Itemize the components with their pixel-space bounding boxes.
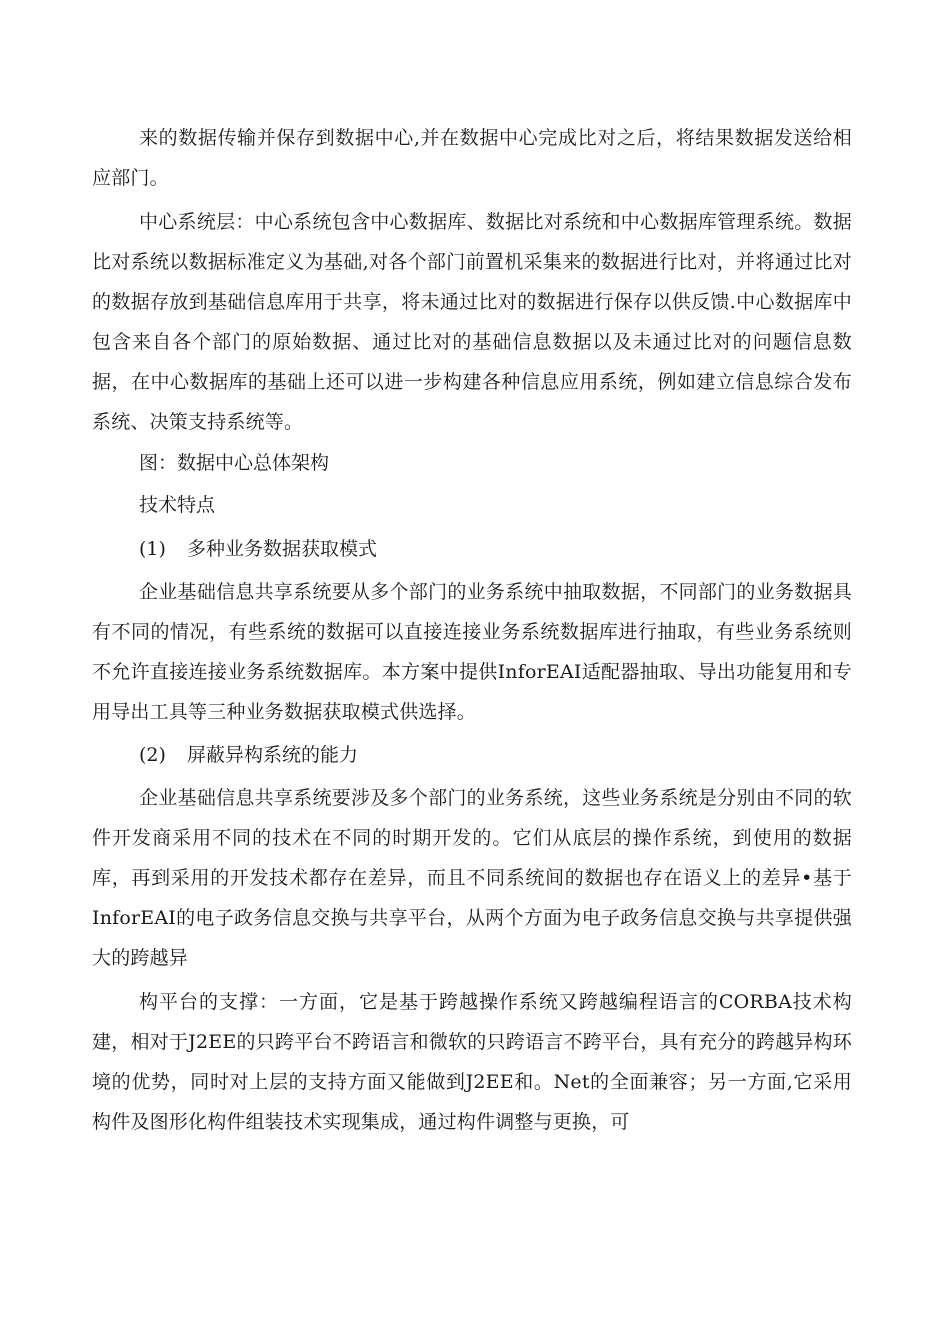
paragraph-data-transfer: 来的数据传输并保存到数据中心,并在数据中心完成比对之后，将结果数据发送给相应部门。: [92, 127, 852, 189]
paragraph-heterogeneous-systems: 企业基础信息共享系统要涉及多个部门的业务系统，这些业务系统是分别由不同的软件开发商采用不同的技术在不同的时期开发的。它们从底层的操作系统，到使用的数据库，再到采用的开发技术都存在差异，而且不同系统间的数据也存在语义上的差异•基于InforEAI的电子政务信息交换与共享平台，从两个方面为电子政务信息交换与共享提供强大的跨越异: [92, 787, 852, 969]
document-page: [92, 118, 852, 1142]
figure-caption: 图：数据中心总体架构: [139, 452, 330, 474]
list-item-2-heading: [92, 734, 852, 776]
list-item-1-heading: [92, 528, 852, 570]
section-title: 技术特点: [139, 494, 216, 516]
paragraph-data-acquisition: 企业基础信息共享系统要从多个部门的业务系统中抽取数据，不同部门的业务数据具有不同的情况，有些系统的数据可以直接连接业务系统数据库进行抽取，有些业务系统则不允许直接连接业务系统数据库。本方案中提供InforEAI适配器抽取、导出功能复用和专用导出工具等三种业务数据获取模式供选择。: [92, 581, 852, 723]
list-item-number: (2): [139, 744, 166, 766]
list-item-title: 屏蔽异构系统的能力: [187, 744, 359, 766]
paragraph-center-system-layer: 中心系统层：中心系统包含中心数据库、数据比对系统和中心数据库管理系统。数据比对系统以数据标准定义为基础,对各个部门前置机采集来的数据进行比对，并将通过比对的数据存放到基础信息库用于共享，将未通过比对的数据进行保存以供反馈.中心数据库中包含来自各个部门的原始数据、通过比对的基础信息数据以及未通过比对的问题信息数据，在中心数据库的基础上还可以进一步构建各种信息应用系统，例如建立信息综合发布系统、决策支持系统等。: [92, 211, 852, 433]
paragraph-platform-support: 构平台的支撑：一方面，它是基于跨越操作系统又跨越编程语言的CORBA技术构建，相对于J2EE的只跨平台不跨语言和微软的只跨语言不跨平台，具有充分的跨越异构环境的优势，同时对上层的支持方面又能做到J2EE和。Net的全面兼容；另一方面,它采用构件及图形化构件组装技术实现集成，通过构件调整与更换，可: [92, 991, 852, 1133]
list-item-number: (1): [139, 538, 166, 560]
list-item-title: 多种业务数据获取模式: [187, 538, 378, 560]
